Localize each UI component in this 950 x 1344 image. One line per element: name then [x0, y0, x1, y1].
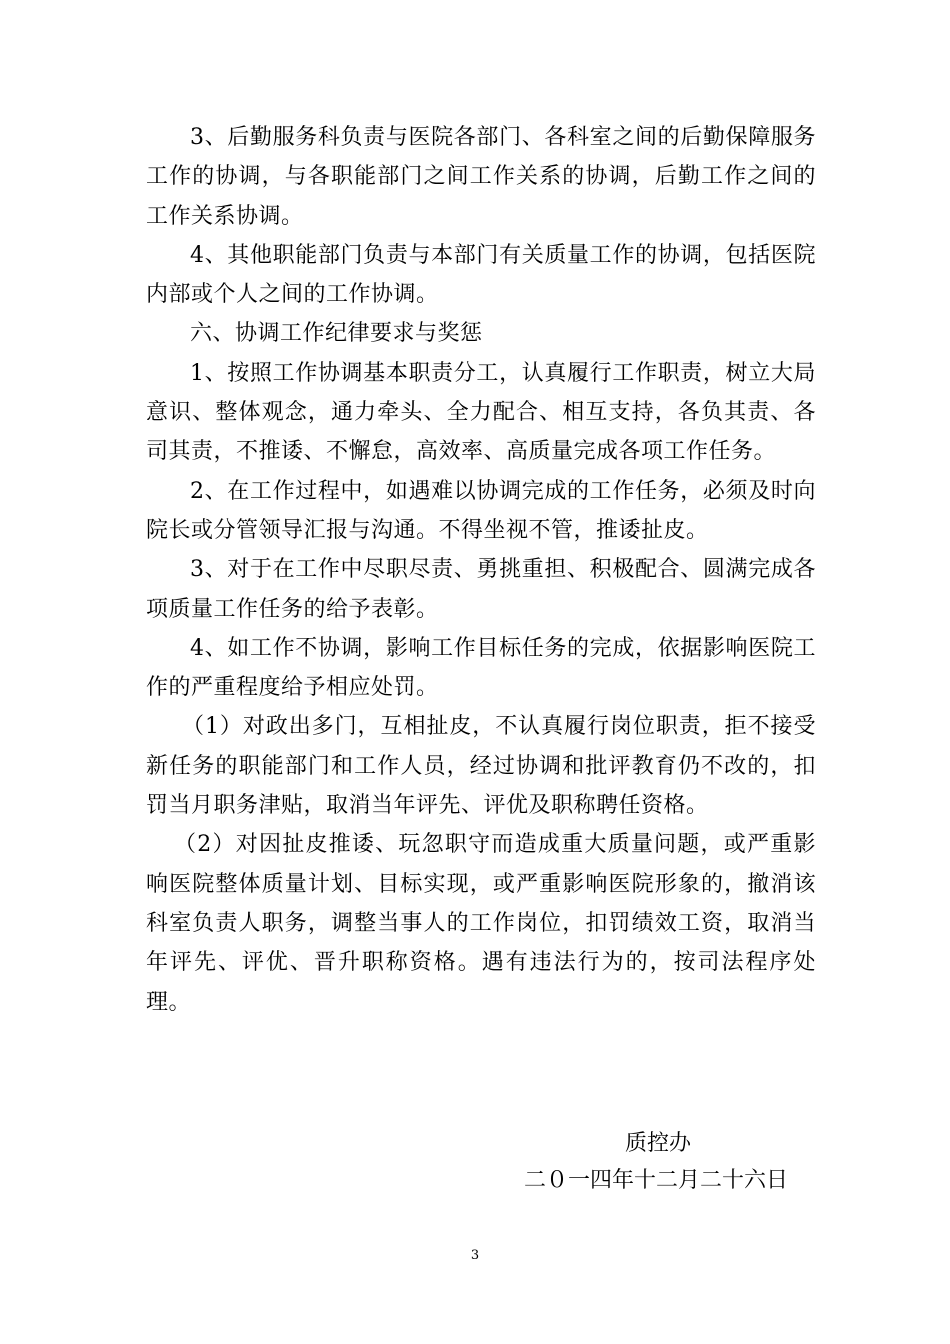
document-body: [146, 118, 816, 1022]
signature-organization: 质控办: [625, 1131, 692, 1156]
paragraph-discipline-item-4: 4、如工作不协调，影响工作目标任务的完成，依据影响医院工作的严重程度给予相应处罚。: [146, 635, 816, 701]
page-number: 3: [470, 1248, 480, 1263]
paragraph-penalty-1: （1）对政出多门，互相扯皮，不认真履行岗位职责，拒不接受新任务的职能部门和工作人员，经过协调和批评教育仍不改的，扣罚当月职务津贴，取消当年评先、评优及职称聘任资格。: [146, 714, 816, 819]
signature-date: 二０一四年十二月二十六日: [524, 1168, 789, 1193]
paragraph-discipline-item-3: 3、对于在工作中尽职尽责、勇挑重担、积极配合、圆满完成各项质量工作任务的给予表彰。: [146, 557, 816, 622]
paragraph-other-departments: 4、其他职能部门负责与本部门有关质量工作的协调，包括医院内部或个人之间的工作协调。: [146, 242, 816, 308]
section-heading-discipline: 六、协调工作纪律要求与奖惩: [190, 321, 483, 347]
paragraph-logistics-coordination: 3、后勤服务科负责与医院各部门、各科室之间的后勤保障服务工作的协调，与各职能部门之间工作关系的协调，后勤工作之间的工作关系协调。: [146, 125, 816, 229]
paragraph-discipline-item-2: 2、在工作过程中，如遇难以协调完成的工作任务，必须及时向院长或分管领导汇报与沟通。不得坐视不管，推诿扯皮。: [146, 478, 816, 543]
paragraph-penalty-2: （2）对因扯皮推诿、玩忽职守而造成重大质量问题，或严重影响医院整体质量计划、目标实现，或严重影响医院形象的，撤消该科室负责人职务，调整当事人的工作岗位，扣罚绩效工资，取消当年评先、评优、晋升职称资格。遇有违法行为的，按司法程序处理。: [146, 832, 816, 1015]
paragraph-discipline-item-1: 1、按照工作协调基本职责分工，认真履行工作职责，树立大局意识、整体观念，通力牵头、全力配合、相互支持，各负其责、各司其责，不推诿、不懈怠，高效率、高质量完成各项工作任务。: [146, 360, 816, 465]
